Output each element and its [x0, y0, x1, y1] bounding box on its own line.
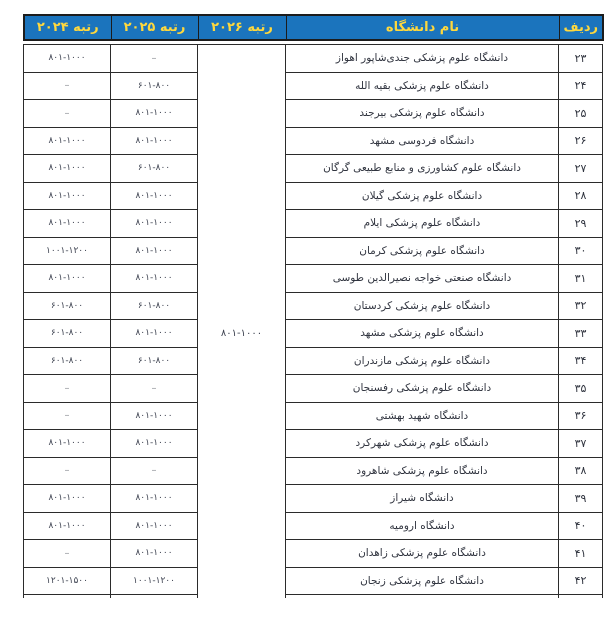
university-name-cell: دانشگاه علوم پزشکی بقیه الله	[286, 72, 559, 100]
row-number-cell: ۲۹	[559, 210, 603, 238]
row-number-cell: ۲۵	[559, 100, 603, 128]
rank-2025-cell: ۸۰۱-۱۰۰۰	[111, 127, 198, 155]
table-row	[24, 127, 603, 155]
rank-2024-cell: –	[24, 72, 111, 100]
table-row	[24, 155, 603, 183]
header-university-name: نام دانشگاه	[286, 15, 559, 40]
table-body-area	[23, 44, 604, 598]
table-row	[24, 237, 603, 265]
rank-2025-cell: ۶۰۱-۸۰۰	[111, 72, 198, 100]
university-name-cell: دانشگاه شهید بهشتی	[286, 402, 559, 430]
rank-2024-cell: ۶۰۱-۸۰۰	[24, 292, 111, 320]
table-row	[24, 457, 603, 485]
rank-2025-cell: ۸۰۱-۱۰۰۰	[111, 485, 198, 513]
table-row	[24, 402, 603, 430]
table-row	[24, 265, 603, 293]
rank-2024-cell: ۶۰۱-۸۰۰	[24, 320, 111, 348]
row-number-cell: ۳۱	[559, 265, 603, 293]
rank-2024-cell: ۱۲۰۱-۱۵۰۰	[24, 567, 111, 595]
table-row	[24, 540, 603, 568]
university-name-cell: دانشگاه علوم پزشکی رفسنجان	[286, 375, 559, 403]
row-number-cell: ۴۰	[559, 512, 603, 540]
row-number-cell: ۳۷	[559, 430, 603, 458]
table-row	[24, 100, 603, 128]
ranking-table-header	[23, 14, 604, 41]
university-name-cell: دانشگاه ارومیه	[286, 512, 559, 540]
rank-2024-cell: ۸۰۱-۱۰۰۰	[24, 210, 111, 238]
rank-2025-cell: ۸۰۱-۱۰۰۰	[111, 265, 198, 293]
row-number-cell: ۳۸	[559, 457, 603, 485]
rank-2025-cell: ۶۰۱-۸۰۰	[111, 292, 198, 320]
row-number-cell: ۳۵	[559, 375, 603, 403]
university-name-cell: دانشگاه شیراز	[286, 485, 559, 513]
rank-2024-cell: –	[24, 457, 111, 485]
university-name-cell: دانشگاه علوم پزشکی کرمان	[286, 237, 559, 265]
rank-2024-cell: ۱۰۰۱-۱۲۰۰	[24, 237, 111, 265]
rank-2024-cell: ۸۰۱-۱۰۰۰	[24, 430, 111, 458]
rank-2025-cell: ۸۰۱-۱۰۰۰	[111, 540, 198, 568]
row-number-cell: ۲۶	[559, 127, 603, 155]
table-row	[24, 430, 603, 458]
row-number-cell: ۳۹	[559, 485, 603, 513]
university-name-cell: دانشگاه علوم پزشکی ایلام	[286, 210, 559, 238]
rank-2026-merged-cell: ۸۰۱-۱۰۰۰	[198, 45, 286, 599]
university-name-cell: دانشگاه علوم پزشکی جندی‌شاپور اهواز	[286, 45, 559, 73]
row-number-cell: ۴۲	[559, 567, 603, 595]
university-name-cell: دانشگاه علوم پزشکی زنجان	[286, 567, 559, 595]
rank-2025-cell: –	[111, 375, 198, 403]
university-name-cell: دانشگاه علوم پزشکی شاهرود	[286, 457, 559, 485]
rank-2025-cell: ۸۰۱-۱۰۰۰	[111, 320, 198, 348]
rank-2025-cell: ۸۰۱-۱۰۰۰	[111, 237, 198, 265]
rank-2024-cell	[24, 595, 111, 599]
rank-2024-cell: ۸۰۱-۱۰۰۰	[24, 265, 111, 293]
rank-2024-cell: ۸۰۱-۱۰۰۰	[24, 512, 111, 540]
rank-2024-cell: ۸۰۱-۱۰۰۰	[24, 485, 111, 513]
row-number-cell: ۲۷	[559, 155, 603, 183]
rank-2024-cell: ۸۰۱-۱۰۰۰	[24, 155, 111, 183]
university-name-cell: دانشگاه علوم کشاورزی و منابع طبیعی گرگان	[286, 155, 559, 183]
row-number-cell	[559, 595, 603, 599]
table-row	[24, 375, 603, 403]
rank-2025-cell: ۸۰۱-۱۰۰۰	[111, 402, 198, 430]
university-name-cell: دانشگاه علوم پزشکی مازندران	[286, 347, 559, 375]
table-row	[24, 320, 603, 348]
rank-2024-cell: ۸۰۱-۱۰۰۰	[24, 182, 111, 210]
row-number-cell: ۳۴	[559, 347, 603, 375]
university-name-cell: دانشگاه فردوسی مشهد	[286, 127, 559, 155]
rank-2025-cell: –	[111, 457, 198, 485]
rank-2025-cell: ۶۰۱-۸۰۰	[111, 155, 198, 183]
table-row	[24, 210, 603, 238]
rank-2025-cell: ۶۰۱-۸۰۰	[111, 347, 198, 375]
rank-2024-cell: –	[24, 100, 111, 128]
rank-2024-cell: ۸۰۱-۱۰۰۰	[24, 127, 111, 155]
university-name-cell: دانشگاه صنعتی خواجه نصیرالدین طوسی	[286, 265, 559, 293]
rank-2024-cell: ۸۰۱-۱۰۰۰	[24, 45, 111, 73]
header-row-number: ردیف	[559, 15, 603, 40]
header-rank-2024: رتبه ۲۰۲۴	[24, 15, 111, 40]
university-name-cell: دانشگاه علوم پزشکی مشهد	[286, 320, 559, 348]
row-number-cell: ۲۸	[559, 182, 603, 210]
rank-2025-cell: ۱۰۰۱-۱۲۰۰	[111, 567, 198, 595]
table-row	[24, 567, 603, 595]
table-row	[24, 512, 603, 540]
university-name-cell	[286, 595, 559, 599]
partial-clipped-row	[24, 595, 603, 599]
university-name-cell: دانشگاه علوم پزشکی زاهدان	[286, 540, 559, 568]
university-name-cell: دانشگاه علوم پزشکی گیلان	[286, 182, 559, 210]
row-number-cell: ۳۰	[559, 237, 603, 265]
rank-2024-cell: –	[24, 375, 111, 403]
ranking-table-body	[23, 44, 603, 598]
rank-2025-cell: ۸۰۱-۱۰۰۰	[111, 100, 198, 128]
row-number-cell: ۴۱	[559, 540, 603, 568]
rank-2024-cell: –	[24, 402, 111, 430]
table-row	[24, 45, 603, 73]
table-row	[24, 347, 603, 375]
row-number-cell: ۲۳	[559, 45, 603, 73]
row-number-cell: ۲۴	[559, 72, 603, 100]
header-rank-2026: رتبه ۲۰۲۶	[198, 15, 286, 40]
table-body	[24, 45, 603, 599]
rank-2025-cell: ۸۰۱-۱۰۰۰	[111, 182, 198, 210]
row-number-cell: ۳۲	[559, 292, 603, 320]
rank-2025-cell: –	[111, 45, 198, 73]
university-name-cell: دانشگاه علوم پزشکی بیرجند	[286, 100, 559, 128]
university-name-cell: دانشگاه علوم پزشکی شهرکرد	[286, 430, 559, 458]
rank-2024-cell: ۶۰۱-۸۰۰	[24, 347, 111, 375]
table-row	[24, 182, 603, 210]
rank-2024-cell: –	[24, 540, 111, 568]
rank-2025-cell: ۸۰۱-۱۰۰۰	[111, 430, 198, 458]
header-rank-2025: رتبه ۲۰۲۵	[111, 15, 198, 40]
rank-2025-cell: ۸۰۱-۱۰۰۰	[111, 512, 198, 540]
rank-2025-cell	[111, 595, 198, 599]
table-row	[24, 292, 603, 320]
table-row	[24, 72, 603, 100]
table-row	[24, 485, 603, 513]
row-number-cell: ۳۳	[559, 320, 603, 348]
university-name-cell: دانشگاه علوم پزشکی کردستان	[286, 292, 559, 320]
rank-2025-cell: ۸۰۱-۱۰۰۰	[111, 210, 198, 238]
header-row	[24, 15, 603, 40]
row-number-cell: ۳۶	[559, 402, 603, 430]
